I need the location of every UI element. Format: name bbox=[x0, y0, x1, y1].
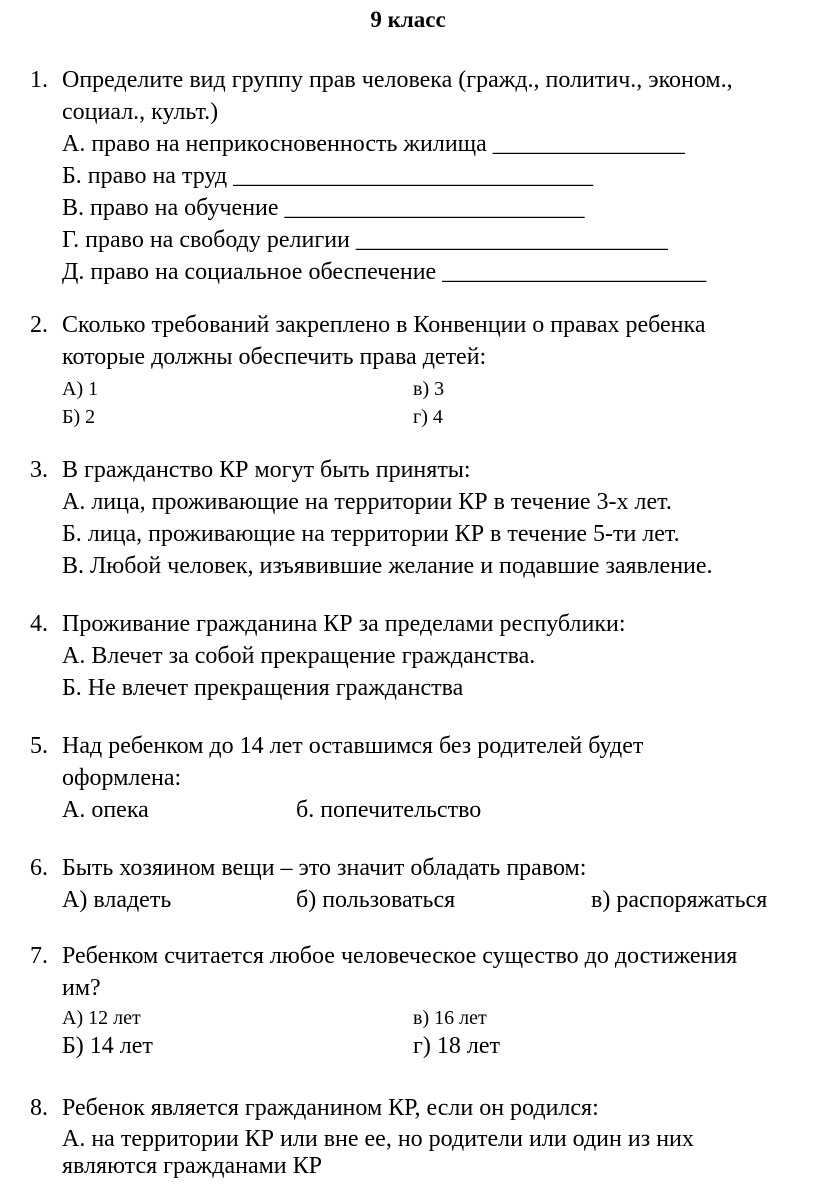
answer-option: Б) 14 лет bbox=[62, 1033, 153, 1059]
answer-option: А. на территории КР или вне ее, но родители или один из них bbox=[62, 1126, 694, 1152]
answer-option: б. попечительство bbox=[296, 797, 482, 823]
page-title: 9 класс bbox=[370, 7, 446, 32]
answer-option: в) распоряжаться bbox=[591, 887, 768, 913]
answer-option: г) 18 лет bbox=[413, 1033, 500, 1059]
question-text: оформлена: bbox=[62, 765, 182, 791]
answer-option: А) владеть bbox=[62, 887, 172, 913]
answer-option: А) 1 bbox=[62, 378, 99, 400]
question-number: 1. bbox=[30, 67, 48, 93]
question-text: Над ребенком до 14 лет оставшимся без родителей будет bbox=[62, 733, 644, 759]
question-number: 2. bbox=[30, 312, 48, 338]
answer-option: А. право на неприкосновенность жилища ________________ bbox=[62, 131, 685, 157]
question-number: 7. bbox=[30, 943, 48, 969]
question-number: 6. bbox=[30, 855, 48, 881]
answer-option: являются гражданами КР bbox=[62, 1153, 322, 1179]
answer-option: г) 4 bbox=[413, 406, 443, 428]
answer-option: Б. лица, проживающие на территории КР в течение 5-ти лет. bbox=[62, 521, 680, 547]
question-text: Ребенком считается любое человеческое существо до достижения bbox=[62, 943, 738, 969]
question-text: социал., культ.) bbox=[62, 99, 219, 125]
question-text: Сколько требований закреплено в Конвенции о правах ребенка bbox=[62, 312, 706, 338]
answer-option: Б. Не влечет прекращения гражданства bbox=[62, 675, 464, 701]
question-text: которые должны обеспечить права детей: bbox=[62, 344, 487, 370]
question-text: Ребенок является гражданином КР, если он родился: bbox=[62, 1095, 599, 1121]
answer-option: А) 12 лет bbox=[62, 1007, 141, 1029]
question-text: В гражданство КР могут быть приняты: bbox=[62, 457, 471, 483]
question-text: Быть хозяином вещи – это значит обладать правом: bbox=[62, 855, 587, 881]
question-text: Определите вид группу прав человека (гражд., политич., эконом., bbox=[62, 67, 733, 93]
answer-option: Г. право на свободу религии __________________________ bbox=[62, 227, 668, 253]
answer-option: В. Любой человек, изъявившие желание и подавшие заявление. bbox=[62, 553, 713, 579]
question-number: 4. bbox=[30, 611, 48, 637]
question-text: Проживание гражданина КР за пределами республики: bbox=[62, 611, 626, 637]
answer-option: Б. право на труд ______________________________ bbox=[62, 163, 594, 189]
answer-option: в) 3 bbox=[413, 378, 445, 400]
question-number: 3. bbox=[30, 457, 48, 483]
answer-option: Б) 2 bbox=[62, 406, 96, 428]
question-number: 5. bbox=[30, 733, 48, 759]
answer-option: А. лица, проживающие на территории КР в течение 3-х лет. bbox=[62, 489, 672, 515]
answer-option: в) 16 лет bbox=[413, 1007, 487, 1029]
answer-option: В. право на обучение _________________________ bbox=[62, 195, 585, 221]
answer-option: А. Влечет за собой прекращение гражданства. bbox=[62, 643, 536, 669]
answer-option: Д. право на социальное обеспечение ______________________ bbox=[62, 259, 707, 285]
answer-option: А. опека bbox=[62, 797, 149, 823]
answer-option: б) пользоваться bbox=[296, 887, 456, 913]
question-text: им? bbox=[62, 975, 101, 1001]
question-number: 8. bbox=[30, 1095, 48, 1121]
